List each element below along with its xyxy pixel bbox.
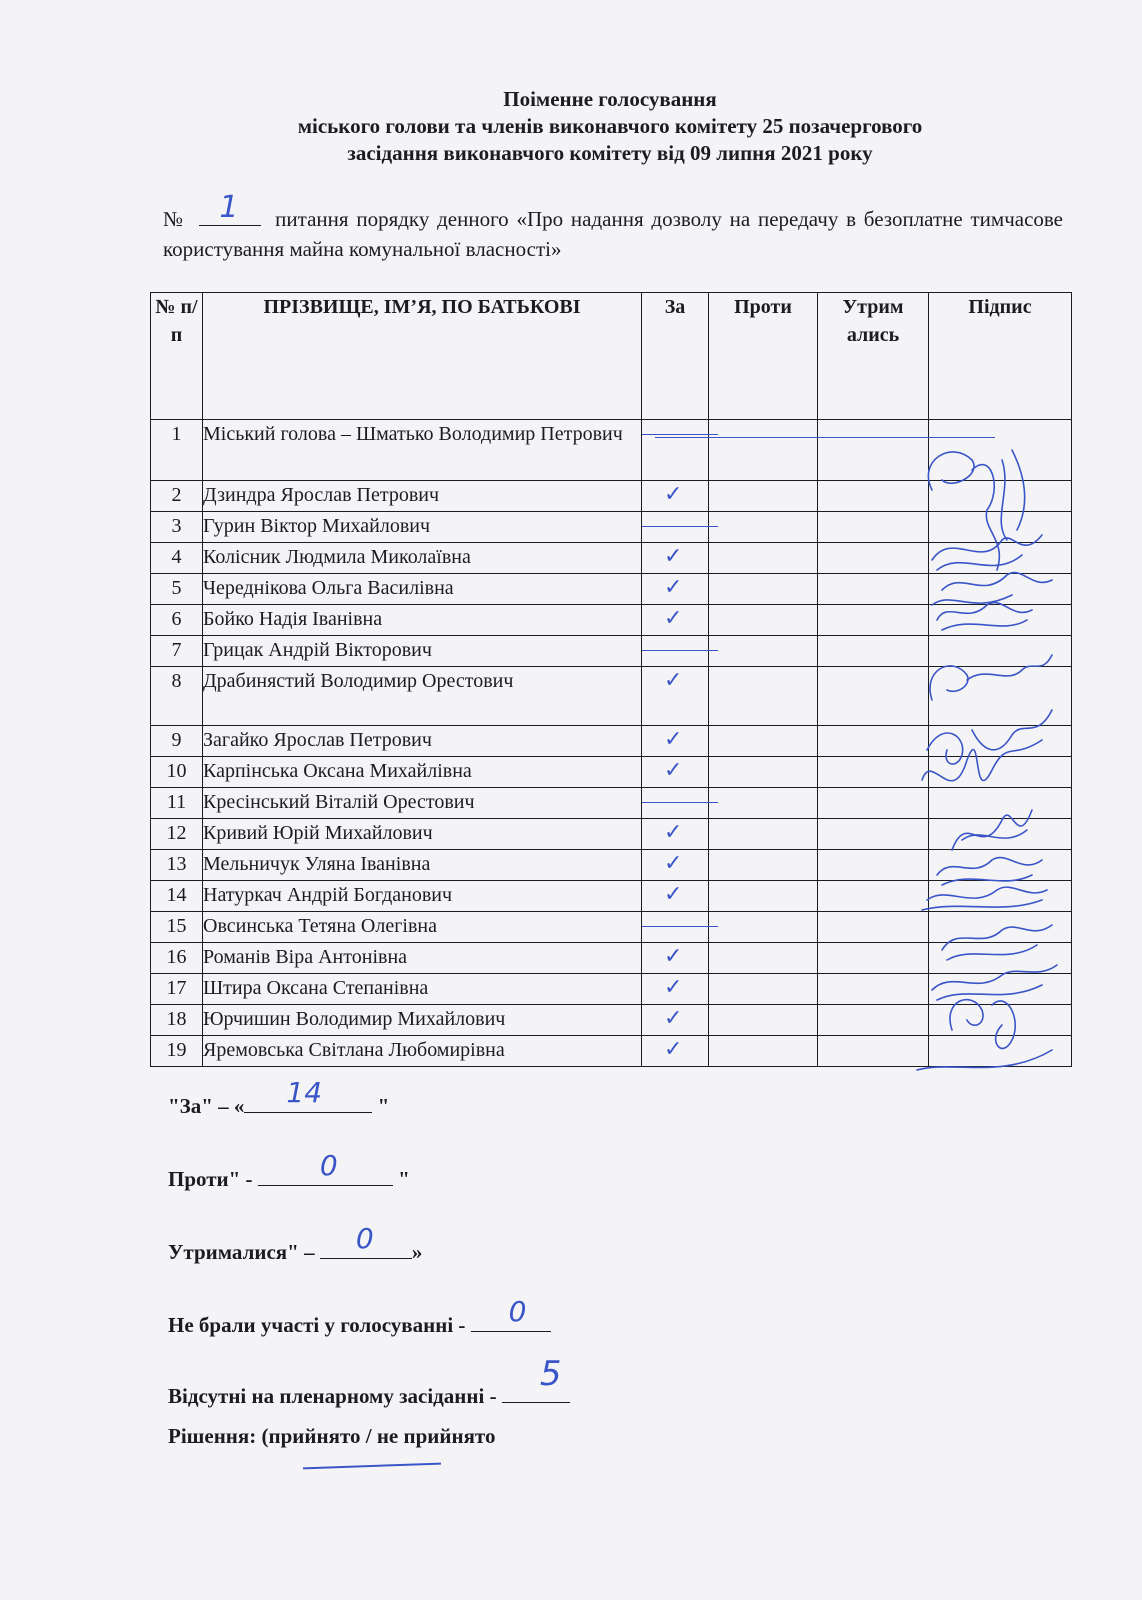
row-proty bbox=[709, 850, 818, 881]
row-pidpys bbox=[929, 912, 1072, 943]
row-num: 11 bbox=[151, 788, 203, 819]
summary-nebraly bbox=[168, 1295, 551, 1338]
row-za bbox=[642, 512, 709, 543]
vote-table bbox=[150, 292, 1072, 1067]
check-icon: ✓ bbox=[664, 851, 683, 876]
row-name: Гурин Віктор Михайлович bbox=[203, 512, 642, 543]
row-num: 16 bbox=[151, 943, 203, 974]
check-icon: ✓ bbox=[664, 975, 683, 1000]
row-pidpys bbox=[929, 726, 1072, 757]
row-name: Череднікова Ольга Василівна bbox=[203, 574, 642, 605]
check-icon: ✓ bbox=[664, 1037, 683, 1062]
table-row bbox=[151, 726, 1072, 757]
row-name: Натуркач Андрій Богданович bbox=[203, 881, 642, 912]
row-name: Грицак Андрій Вікторович bbox=[203, 636, 642, 667]
row-name: Мельничук Уляна Іванівна bbox=[203, 850, 642, 881]
row-za bbox=[642, 819, 709, 850]
agenda-question bbox=[163, 190, 1064, 264]
summary-vidsutni-slot bbox=[502, 1354, 570, 1403]
row-za bbox=[642, 1036, 709, 1067]
row-utrymalys bbox=[818, 420, 929, 481]
table-row bbox=[151, 420, 1072, 481]
row-proty bbox=[709, 636, 818, 667]
absent-dash-mark bbox=[642, 526, 718, 527]
header-pidpys: Підпис bbox=[929, 293, 1072, 420]
row-pidpys bbox=[929, 512, 1072, 543]
summary-za-value: 14 bbox=[286, 1076, 323, 1109]
row-za bbox=[642, 912, 709, 943]
row-proty bbox=[709, 943, 818, 974]
check-icon: ✓ bbox=[664, 758, 683, 783]
check-icon: ✓ bbox=[664, 820, 683, 845]
row-name: Карпінська Оксана Михайлівна bbox=[203, 757, 642, 788]
question-text: питання порядку денного «Про надання дозволу на передачу в безоплатне тимчасове користування майна комунальної власності» bbox=[163, 207, 1064, 261]
table-row bbox=[151, 605, 1072, 636]
row-utrymalys bbox=[818, 512, 929, 543]
row-za bbox=[642, 726, 709, 757]
summary-proty-slot bbox=[258, 1149, 393, 1186]
title-line-2: міського голови та членів виконавчого комітету 25 позачергового bbox=[297, 114, 923, 138]
summary-proty-value: 0 bbox=[319, 1149, 338, 1182]
row-proty bbox=[709, 512, 818, 543]
summary-proty bbox=[168, 1149, 410, 1192]
row-utrymalys bbox=[818, 726, 929, 757]
row-za bbox=[642, 667, 709, 726]
row-proty bbox=[709, 605, 818, 636]
check-icon: ✓ bbox=[664, 1006, 683, 1031]
row-num: 2 bbox=[151, 481, 203, 512]
row-proty bbox=[709, 974, 818, 1005]
row-name: Яремовська Світлана Любомирівна bbox=[203, 1036, 642, 1067]
summary-za-close: " bbox=[372, 1094, 390, 1118]
summary-utrymalys bbox=[168, 1222, 423, 1265]
summary-proty-close: " bbox=[392, 1167, 410, 1191]
row-utrymalys bbox=[818, 481, 929, 512]
row-pidpys bbox=[929, 420, 1072, 481]
summary-za-slot bbox=[244, 1076, 372, 1113]
row-num: 1 bbox=[151, 420, 203, 481]
row-utrymalys bbox=[818, 943, 929, 974]
row-proty bbox=[709, 788, 818, 819]
header-proty: Проти bbox=[709, 293, 818, 420]
check-icon: ✓ bbox=[664, 727, 683, 752]
row-pidpys bbox=[929, 1005, 1072, 1036]
row-num: 13 bbox=[151, 850, 203, 881]
row-proty bbox=[709, 1005, 818, 1036]
row-pidpys bbox=[929, 850, 1072, 881]
row-za bbox=[642, 543, 709, 574]
row-name: Юрчишин Володимир Михайлович bbox=[203, 1005, 642, 1036]
vote-table-header bbox=[151, 293, 1072, 420]
row-num: 3 bbox=[151, 512, 203, 543]
row-num: 10 bbox=[151, 757, 203, 788]
table-row bbox=[151, 512, 1072, 543]
row-proty bbox=[709, 757, 818, 788]
table-row bbox=[151, 788, 1072, 819]
row-name: Дзиндра Ярослав Петрович bbox=[203, 481, 642, 512]
row-proty bbox=[709, 574, 818, 605]
row-pidpys bbox=[929, 481, 1072, 512]
table-row bbox=[151, 543, 1072, 574]
row-za bbox=[642, 574, 709, 605]
summary-nebraly-label: Не брали участі у голосуванні - bbox=[168, 1313, 471, 1337]
row-utrymalys bbox=[818, 912, 929, 943]
row-utrymalys bbox=[818, 605, 929, 636]
row-za bbox=[642, 481, 709, 512]
row-pidpys bbox=[929, 574, 1072, 605]
row-pidpys bbox=[929, 819, 1072, 850]
row-num: 5 bbox=[151, 574, 203, 605]
table-row bbox=[151, 481, 1072, 512]
title-line-1: Поіменне голосування bbox=[503, 87, 717, 111]
row-name: Штира Оксана Степанівна bbox=[203, 974, 642, 1005]
row-utrymalys bbox=[818, 819, 929, 850]
row-za bbox=[642, 757, 709, 788]
summary-proty-label: Проти" - bbox=[168, 1167, 258, 1191]
row-num: 6 bbox=[151, 605, 203, 636]
table-row bbox=[151, 1005, 1072, 1036]
summary-utr-label: Утрималися" – bbox=[168, 1240, 320, 1264]
table-row bbox=[151, 819, 1072, 850]
check-icon: ✓ bbox=[664, 482, 683, 507]
table-row bbox=[151, 574, 1072, 605]
table-row bbox=[151, 667, 1072, 726]
table-row bbox=[151, 881, 1072, 912]
row-utrymalys bbox=[818, 757, 929, 788]
header-num: № п/п bbox=[151, 293, 203, 420]
row-proty bbox=[709, 543, 818, 574]
row-num: 9 bbox=[151, 726, 203, 757]
pen-underline bbox=[303, 1463, 441, 1470]
question-number-prefix: № bbox=[163, 207, 186, 231]
row-pidpys bbox=[929, 788, 1072, 819]
row-za bbox=[642, 881, 709, 912]
summary-nebraly-value: 0 bbox=[508, 1295, 527, 1328]
check-icon: ✓ bbox=[664, 944, 683, 969]
header-utrymalys: Утрим ались bbox=[818, 293, 929, 420]
question-number-slot bbox=[199, 190, 261, 226]
row-za bbox=[642, 420, 709, 481]
summary-rishennia-label: Рішення: (прийнято / не прийнято bbox=[168, 1424, 496, 1448]
row-za bbox=[642, 974, 709, 1005]
summary-za bbox=[168, 1076, 390, 1119]
question-number-handwritten: 1 bbox=[219, 190, 239, 225]
check-icon: ✓ bbox=[664, 882, 683, 907]
summary-utr-close: » bbox=[411, 1240, 423, 1264]
row-pidpys bbox=[929, 974, 1072, 1005]
row-num: 17 bbox=[151, 974, 203, 1005]
row-name: Драбинястий Володимир Орестович bbox=[203, 667, 642, 726]
row-name: Романів Віра Антонівна bbox=[203, 943, 642, 974]
summary-utr-slot bbox=[320, 1222, 412, 1259]
row-proty bbox=[709, 481, 818, 512]
row-za bbox=[642, 850, 709, 881]
row-pidpys bbox=[929, 543, 1072, 574]
document-title bbox=[150, 86, 1070, 167]
row-proty bbox=[709, 667, 818, 726]
row-name: Міський голова – Шматько Володимир Петрович bbox=[203, 420, 642, 481]
row-utrymalys bbox=[818, 881, 929, 912]
summary-rishennia bbox=[168, 1424, 495, 1449]
row-num: 12 bbox=[151, 819, 203, 850]
table-row bbox=[151, 850, 1072, 881]
row-utrymalys bbox=[818, 850, 929, 881]
row-utrymalys bbox=[818, 543, 929, 574]
table-row bbox=[151, 974, 1072, 1005]
row-num: 19 bbox=[151, 1036, 203, 1067]
row-name: Кривий Юрій Михайлович bbox=[203, 819, 642, 850]
summary-za-label: "За" – « bbox=[168, 1094, 245, 1118]
absent-dash-mark bbox=[642, 434, 718, 435]
row-proty bbox=[709, 726, 818, 757]
header-name: ПРІЗВИЩЕ, ІМ’Я, ПО БАТЬКОВІ bbox=[203, 293, 642, 420]
summary-utr-value: 0 bbox=[355, 1222, 374, 1255]
check-icon: ✓ bbox=[664, 544, 683, 569]
row-name: Колісник Людмила Миколаївна bbox=[203, 543, 642, 574]
row-proty bbox=[709, 420, 818, 481]
row-num: 14 bbox=[151, 881, 203, 912]
row-utrymalys bbox=[818, 788, 929, 819]
row-num: 7 bbox=[151, 636, 203, 667]
table-row bbox=[151, 943, 1072, 974]
row-num: 4 bbox=[151, 543, 203, 574]
absent-dash-mark bbox=[642, 802, 718, 803]
summary-vidsutni-value: 5 bbox=[539, 1354, 562, 1394]
row-proty bbox=[709, 912, 818, 943]
row-za bbox=[642, 1005, 709, 1036]
row-pidpys bbox=[929, 636, 1072, 667]
row-utrymalys bbox=[818, 574, 929, 605]
row-za bbox=[642, 788, 709, 819]
row-pidpys bbox=[929, 943, 1072, 974]
summary-vidsutni bbox=[168, 1354, 570, 1409]
check-icon: ✓ bbox=[664, 575, 683, 600]
row-pidpys bbox=[929, 757, 1072, 788]
row-name: Загайко Ярослав Петрович bbox=[203, 726, 642, 757]
table-row bbox=[151, 636, 1072, 667]
row-za bbox=[642, 943, 709, 974]
row-pidpys bbox=[929, 1036, 1072, 1067]
row-utrymalys bbox=[818, 667, 929, 726]
row-proty bbox=[709, 1036, 818, 1067]
row-num: 8 bbox=[151, 667, 203, 726]
row-name: Кресінський Віталій Орестович bbox=[203, 788, 642, 819]
row-num: 18 bbox=[151, 1005, 203, 1036]
row-num: 15 bbox=[151, 912, 203, 943]
row-pidpys bbox=[929, 881, 1072, 912]
row-proty bbox=[709, 819, 818, 850]
table-row bbox=[151, 757, 1072, 788]
row-utrymalys bbox=[818, 1005, 929, 1036]
row-name: Бойко Надія Іванівна bbox=[203, 605, 642, 636]
table-row bbox=[151, 912, 1072, 943]
check-icon: ✓ bbox=[664, 606, 683, 631]
header-za: За bbox=[642, 293, 709, 420]
check-icon: ✓ bbox=[664, 668, 683, 693]
row-za bbox=[642, 636, 709, 667]
table-row bbox=[151, 1036, 1072, 1067]
summary-nebraly-slot bbox=[471, 1295, 551, 1332]
row-utrymalys bbox=[818, 636, 929, 667]
row-za bbox=[642, 605, 709, 636]
pen-dash-line bbox=[655, 437, 995, 438]
row-utrymalys bbox=[818, 974, 929, 1005]
row-name: Овсинська Тетяна Олегівна bbox=[203, 912, 642, 943]
row-proty bbox=[709, 881, 818, 912]
row-utrymalys bbox=[818, 1036, 929, 1067]
row-pidpys bbox=[929, 667, 1072, 726]
absent-dash-mark bbox=[642, 926, 718, 927]
summary-vidsutni-label: Відсутні на пленарному засіданні - bbox=[168, 1384, 502, 1408]
row-pidpys bbox=[929, 605, 1072, 636]
title-line-3: засідання виконавчого комітету від 09 липня 2021 року bbox=[347, 141, 873, 165]
absent-dash-mark bbox=[642, 650, 718, 651]
